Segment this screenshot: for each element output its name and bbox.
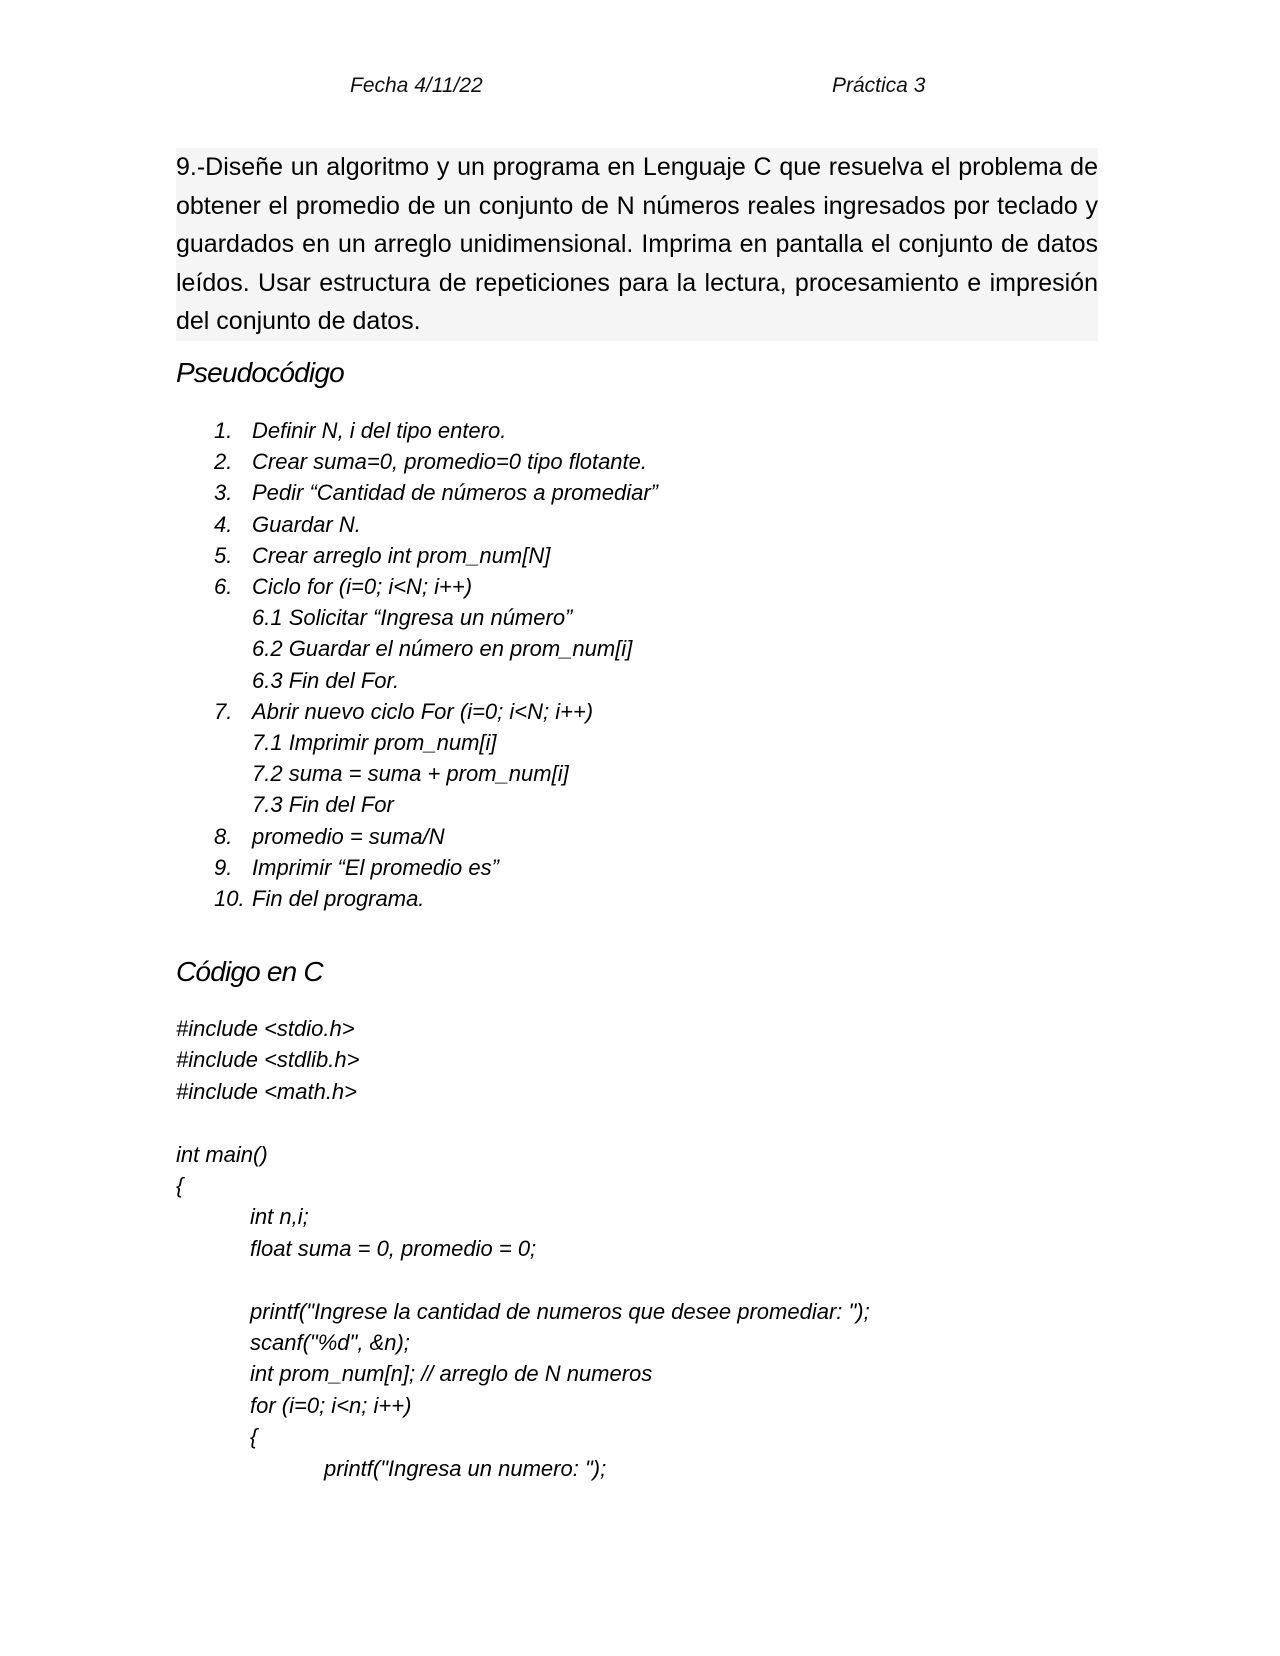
header-date: Fecha 4/11/22	[350, 74, 483, 97]
step-text: Ciclo for (i=0; i<N; i++)	[252, 574, 473, 599]
code-title: Código en C	[176, 956, 323, 987]
step-number: 1.	[214, 418, 233, 443]
step-text: promedio = suma/N	[252, 823, 445, 849]
step-text: Guardar N.	[252, 511, 361, 537]
code-line: float suma = 0, promedio = 0;	[250, 1235, 537, 1261]
code-line: printf("Ingrese la cantidad de numeros que desee promediar: ");	[250, 1298, 870, 1324]
step-number: 5.	[214, 542, 233, 568]
code-line: #include <stdlib.h>	[176, 1047, 360, 1073]
code-line: scanf("%d", &n);	[250, 1330, 410, 1355]
step-text: Imprimir “El promedio es”	[252, 854, 499, 880]
step-text: Pedir “Cantidad de números a promediar”	[252, 480, 658, 506]
pseudocode-title: Pseudocódigo	[176, 357, 344, 388]
step-number: 7.	[214, 698, 233, 724]
step-number: 9.	[214, 854, 233, 880]
step-text: Abrir nuevo ciclo For (i=0; i<N; i++)	[252, 698, 594, 724]
step-text: 6.2 Guardar el número en prom_num[i]	[252, 636, 633, 662]
code-line: printf("Ingresa un numero: ");	[324, 1455, 607, 1481]
problem-statement: 9.-Diseñe un algoritmo y un programa en Lenguaje C que resuelva el problema de obtener el promedio de un conjunto de N números reales ingresados por teclado y guardados en un arreglo unidimensional. Imprima en pantalla el conjunto de datos leídos. Usar estructura de repeticiones para la lectura, procesamiento e impresión del conjunto de datos.	[176, 148, 1098, 341]
code-line: #include <stdio.h>	[176, 1016, 355, 1041]
step-text: Crear suma=0, promedio=0 tipo flotante.	[252, 449, 648, 475]
step-number: 8.	[214, 823, 233, 849]
step-text: 7.2 suma = suma + prom_num[i]	[252, 761, 569, 787]
step-text: Definir N, i del tipo entero.	[252, 418, 507, 443]
step-text: 6.3 Fin del For.	[252, 667, 400, 693]
header-practice: Práctica 3	[832, 74, 926, 97]
code-line: for (i=0; i<n; i++)	[250, 1392, 412, 1418]
step-number: 4.	[214, 511, 233, 537]
code-line: #include <math.h>	[176, 1078, 358, 1104]
code-line: {	[250, 1424, 258, 1450]
step-text: Crear arreglo int prom_num[N]	[252, 542, 551, 568]
step-text: 6.1 Solicitar “Ingresa un número”	[252, 605, 573, 631]
step-number: 6.	[214, 574, 233, 599]
step-text: 7.1 Imprimir prom_num[i]	[252, 730, 497, 755]
code-line: {	[176, 1173, 184, 1198]
step-number: 3.	[214, 480, 233, 506]
step-number: 10.	[214, 886, 245, 911]
step-text: Fin del programa.	[252, 886, 425, 911]
step-number: 2.	[214, 449, 233, 475]
step-text: 7.3 Fin del For	[252, 792, 394, 818]
code-line: int main()	[176, 1141, 268, 1167]
code-line: int n,i;	[250, 1204, 309, 1230]
code-line: int prom_num[n]; // arreglo de N numeros	[250, 1361, 653, 1387]
